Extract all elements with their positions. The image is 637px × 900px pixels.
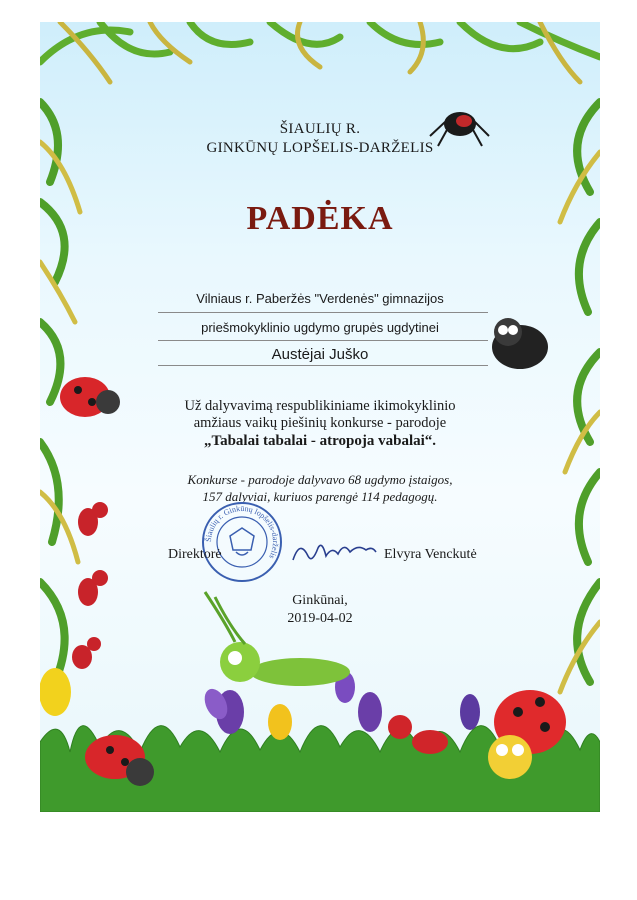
stamp-text: Šiaulių r. Ginkūnų lopšelis-darželis [203, 503, 281, 561]
body-line-2: amžiaus vaikų piešinių konkurse - parodoje [193, 415, 447, 431]
place-and-date [40, 592, 600, 628]
institution-heading [40, 120, 600, 158]
divider [158, 340, 488, 341]
contest-name: „Tabalai tabalai - atropoja vabalai“. [203, 433, 437, 449]
contest-statistics [40, 471, 600, 505]
institution-line-1: ŠIAULIŲ R. [279, 121, 361, 137]
certificate [40, 22, 600, 812]
signatory-name: Elvyra Venckutė [384, 547, 477, 562]
divider [158, 312, 488, 313]
stats-line-2: 157 dalyviai, kuriuos parengė 114 pedagogų. [202, 489, 438, 504]
certificate-title: PADĖKA [246, 200, 394, 237]
place: Ginkūnai, [292, 593, 348, 608]
recipient-name: Austėjai Juško [271, 346, 369, 363]
acknowledgement-text [40, 398, 600, 432]
divider [158, 365, 488, 366]
body-line-1: Už dalyvavimą respublikiniame ikimokyklinio [184, 398, 456, 414]
handwritten-signature [288, 534, 378, 570]
date: 2019-04-02 [287, 611, 353, 626]
recipient-group: priešmokyklinio ugdymo grupės ugdytinei [201, 320, 439, 335]
stats-line-1: Konkurse - parodoje dalyvavo 68 ugdymo įstaigos, [187, 472, 453, 487]
signature-role: Direktorė [168, 547, 222, 562]
institution-line-2: GINKŪNŲ LOPŠELIS-DARŽELIS [206, 140, 434, 156]
recipient-school: Vilniaus r. Paberžės "Verdenės" gimnazijos [196, 291, 444, 306]
official-stamp [200, 500, 284, 584]
